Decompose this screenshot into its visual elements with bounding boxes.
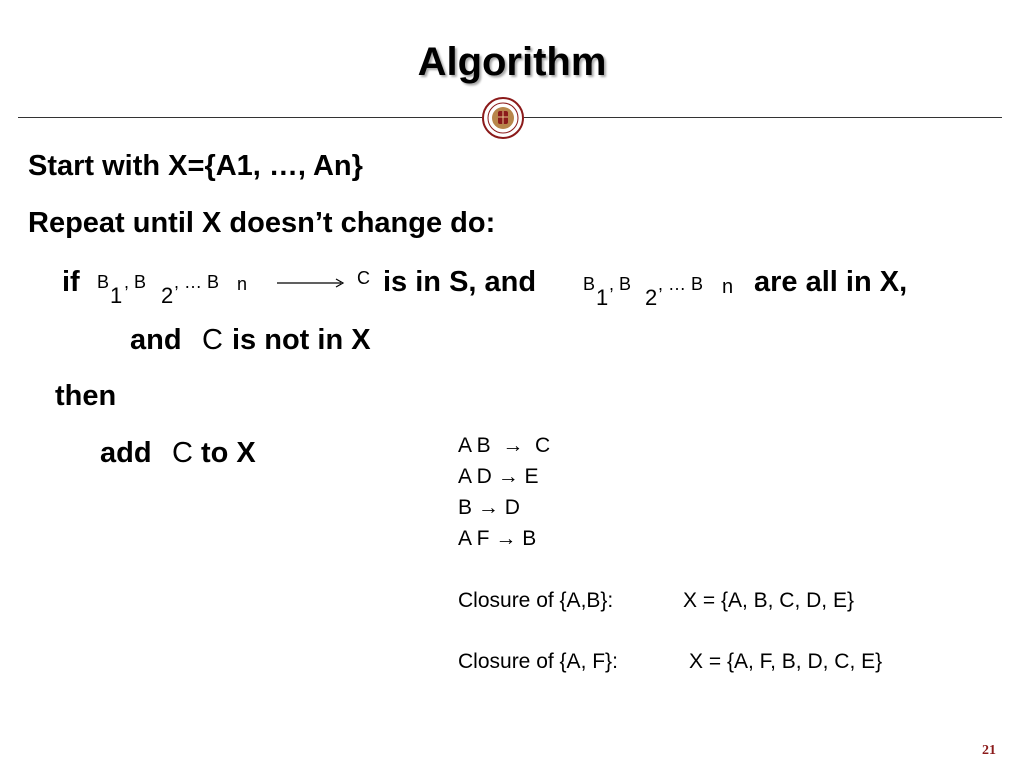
closure-ab-value: X = {A, B, C, D, E}: [683, 589, 854, 612]
fd-lhs: A B: [458, 434, 491, 457]
to-x-text: to X: [201, 437, 256, 469]
arrow-right-icon: →: [495, 527, 517, 550]
fd-example-row: [458, 434, 550, 458]
fd-rhs: D: [504, 496, 520, 519]
if-keyword: if: [62, 266, 80, 298]
arrow-right-icon: →: [497, 465, 519, 488]
fd-lhs-bn: , … B: [174, 272, 220, 292]
arrow-right-icon: →: [502, 434, 524, 457]
fd-lhs-sub1-second: 1: [596, 285, 609, 310]
closure-af-value: X = {A, F, B, D, C, E}: [689, 650, 883, 673]
fd-lhs: A D: [458, 465, 492, 488]
and-keyword: and: [130, 324, 182, 356]
university-seal-icon: [481, 96, 525, 140]
add-keyword: add: [100, 437, 152, 469]
fd-rhs: E: [524, 465, 539, 488]
fd-lhs: B: [458, 496, 473, 519]
fd-lhs: A F: [458, 527, 490, 550]
is-in-s-text: is in S, and: [383, 266, 537, 298]
arrow-right-icon: →: [477, 496, 499, 519]
fd-lhs-b2: , B: [124, 272, 147, 292]
fd-lhs-sub1: 1: [110, 283, 123, 308]
page-number: 21: [982, 743, 996, 758]
fd-lhs-sub2: 2: [161, 283, 174, 308]
fd-lhs-b1-second: B: [583, 274, 596, 294]
algorithm-line-repeat: Repeat until X doesn’t change do:: [28, 207, 496, 239]
fd-lhs-b2-second: , B: [609, 274, 632, 294]
c-attribute: C: [202, 324, 223, 356]
c-attribute-add: C: [172, 437, 193, 469]
fd-lhs-subn: n: [237, 274, 248, 294]
fd-example-row: [458, 465, 539, 489]
fd-rhs: B: [522, 527, 537, 550]
closure-ab-label: Closure of {A,B}:: [458, 589, 614, 612]
fd-example-row: [458, 496, 520, 520]
fd-rhs: C: [529, 434, 551, 457]
fd-lhs-bn-second: , … B: [658, 274, 704, 294]
then-keyword: then: [55, 380, 117, 412]
algorithm-line-start: Start with X={A1, …, An}: [28, 150, 363, 182]
fd-lhs-b1: B: [97, 272, 110, 292]
is-not-in-x-text: is not in X: [232, 324, 371, 356]
slide-title: Algorithm: [417, 40, 607, 84]
fd-rhs-c: C: [357, 268, 370, 288]
fd-example-row: [458, 527, 536, 551]
implies-arrow-icon: [277, 276, 347, 290]
fd-lhs-subn-second: n: [722, 276, 734, 298]
closure-af-label: Closure of {A, F}:: [458, 650, 618, 673]
are-all-in-x-text: are all in X,: [754, 266, 908, 298]
fd-lhs-sub2-second: 2: [645, 285, 658, 310]
